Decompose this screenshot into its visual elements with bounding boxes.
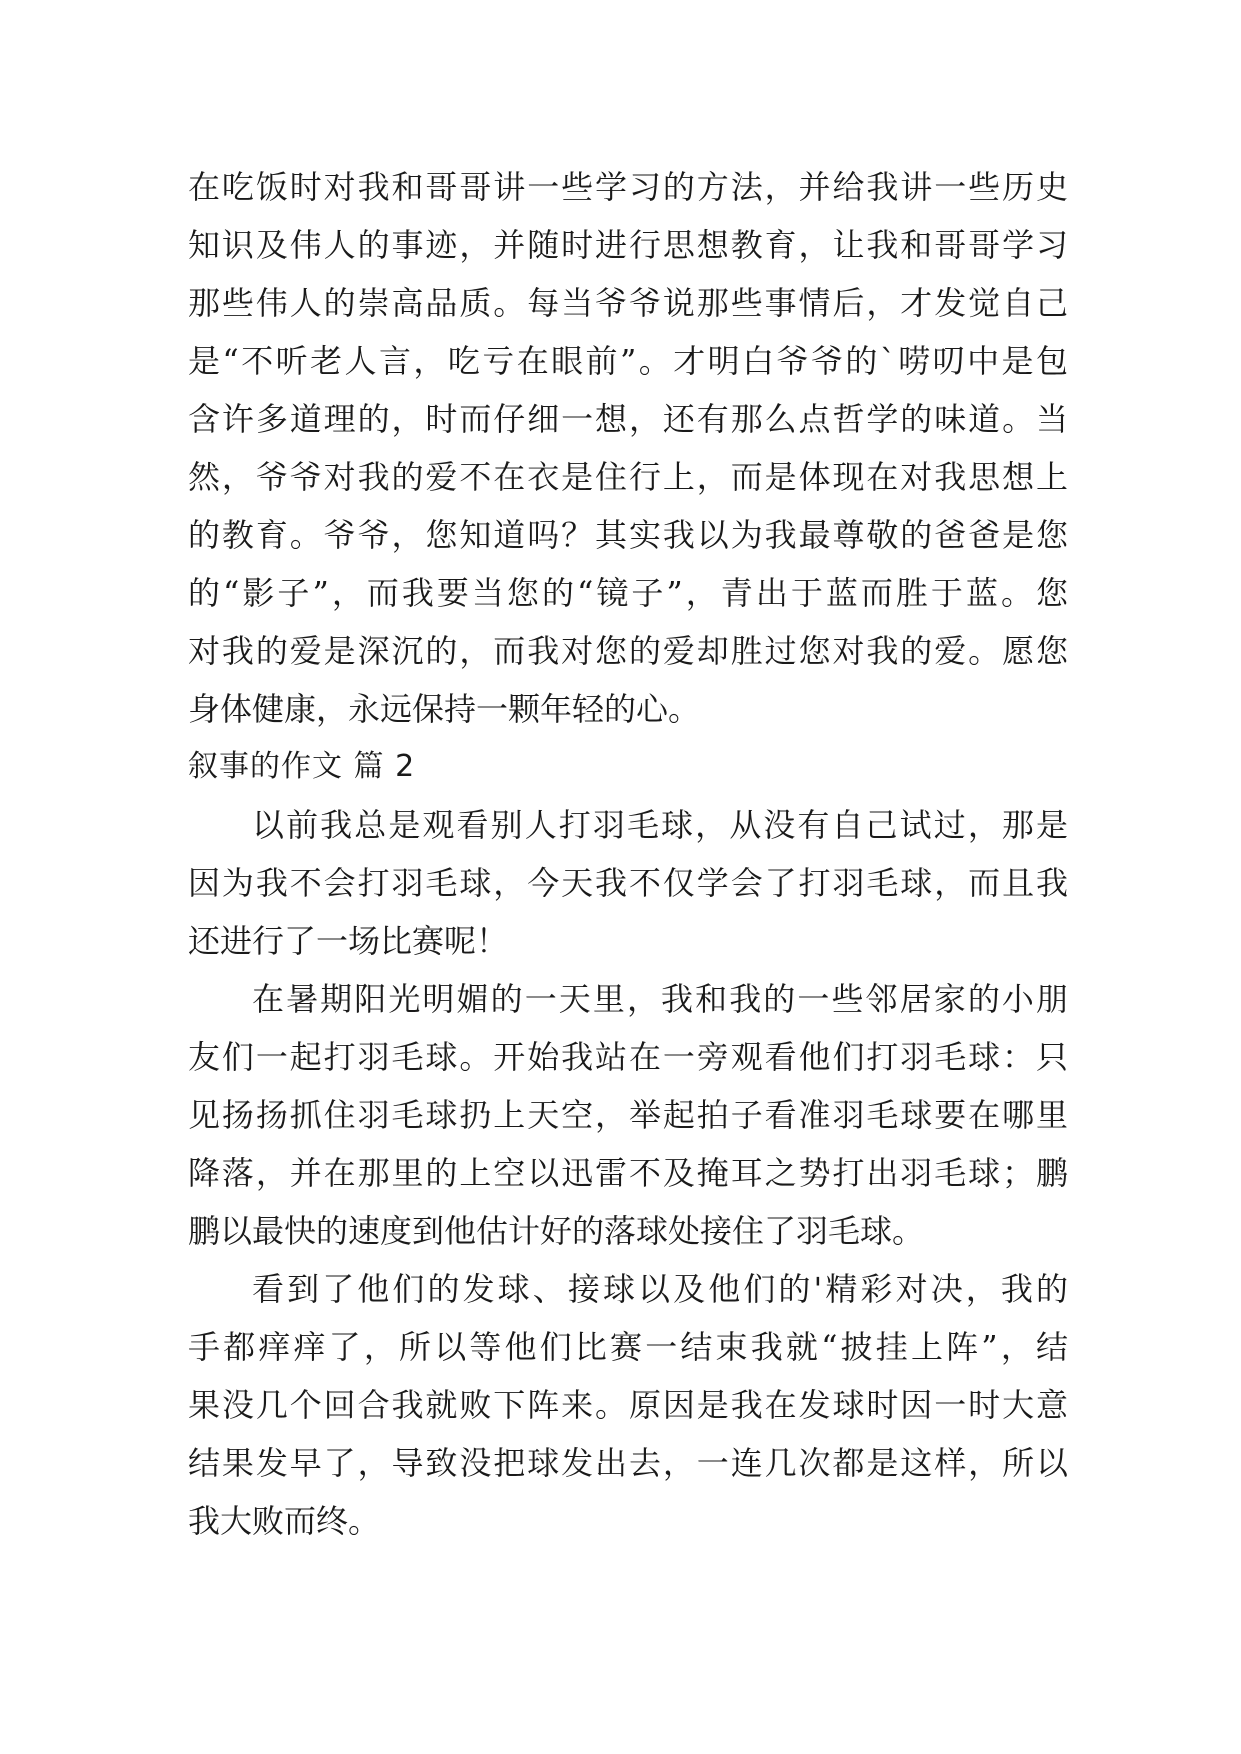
text-line: 以前我总是观看别人打羽毛球，从没有自己试过，那是 [252,806,1068,844]
text-line: 是“不听老人言，吃亏在眼前”。才明白爷爷的`唠叨中是包 [188,342,1068,380]
text-line: 身体健康，永远保持一颗年轻的心。 [188,690,701,728]
text-line: 在暑期阳光明媚的一天里，我和我的一些邻居家的小朋 [252,980,1068,1018]
section-heading: 叙事的作文 篇 2 [188,749,416,784]
text-line: 见扬扬抓住羽毛球扔上天空，举起拍子看准羽毛球要在哪里 [188,1096,1068,1134]
text-line: 对我的爱是深沉的，而我对您的爱却胜过您对我的爱。愿您 [188,632,1068,670]
text-line: 因为我不会打羽毛球，今天我不仅学会了打羽毛球，而且我 [188,864,1068,902]
paragraph-1 [188,158,1068,738]
paragraph-4 [188,1260,1068,1550]
text-line: 手都痒痒了，所以等他们比赛一结束我就“披挂上阵”，结 [188,1328,1068,1366]
text-line: 含许多道理的，时而仔细一想，还有那么点哲学的味道。当 [188,400,1068,438]
text-line: 看到了他们的发球、接球以及他们的'精彩对决，我的 [252,1270,1068,1308]
text-line: 结果发早了，导致没把球发出去，一连几次都是这样，所以 [188,1444,1068,1482]
text-line: 我大败而终。 [188,1502,381,1540]
text-line: 那些伟人的崇高品质。每当爷爷说那些事情后，才发觉自己 [188,284,1068,322]
paragraph-2 [188,796,1068,970]
text-line: 在吃饭时对我和哥哥讲一些学习的方法，并给我讲一些历史 [188,168,1068,206]
text-line: 然，爷爷对我的爱不在衣是住行上，而是体现在对我思想上 [188,458,1068,496]
paragraph-3 [188,970,1068,1260]
text-line: 还进行了一场比赛呢！ [188,922,509,960]
text-line: 友们一起打羽毛球。开始我站在一旁观看他们打羽毛球：只 [188,1038,1068,1076]
text-line: 鹏以最快的速度到他估计好的落球处接住了羽毛球。 [188,1212,925,1250]
text-line: 降落，并在那里的上空以迅雷不及掩耳之势打出羽毛球；鹏 [188,1154,1068,1192]
text-line: 的教育。爷爷，您知道吗？其实我以为我最尊敬的爸爸是您 [188,516,1068,554]
text-line: 的“影子”，而我要当您的“镜子”，青出于蓝而胜于蓝。您 [188,574,1068,612]
text-line: 果没几个回合我就败下阵来。原因是我在发球时因一时大意 [188,1386,1068,1424]
document-body [188,158,1068,1550]
text-line: 知识及伟人的事迹，并随时进行思想教育，让我和哥哥学习 [188,226,1068,264]
